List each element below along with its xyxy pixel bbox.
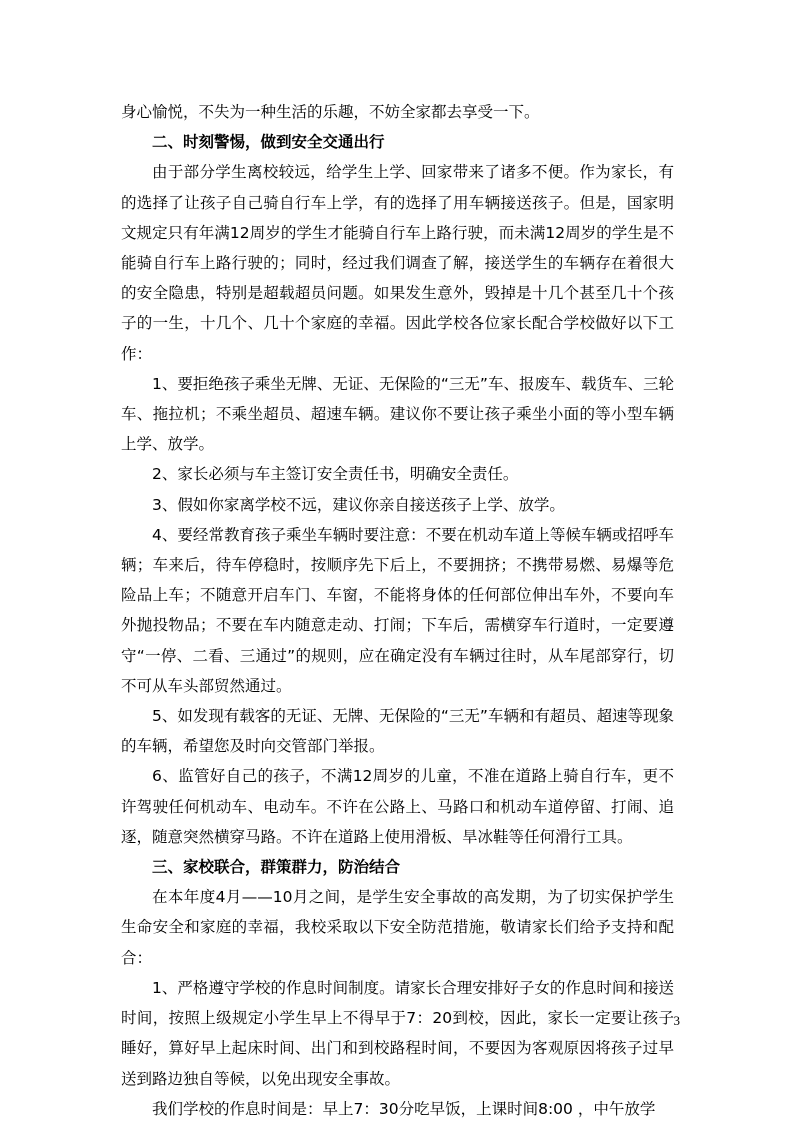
list-item-1-vehicles: 1、要拒绝孩子乘坐无牌、无证、无保险的“三无”车、报废车、载货车、三轮车、拖拉机；不乘坐超员、超速车辆。建议你不要让孩子乘坐小面的等小型车辆上学、放学。 bbox=[121, 374, 674, 454]
paragraph-traffic-intro: 由于部分学生离校较远，给学生上学、回家带来了诸多不便。作为家长，有的选择了让孩子自己骑自行车上学，有的选择了用车辆接送孩子。但是，国家明文规定只有年满12周岁的学生才能骑自行车上路行驶，而未满12周岁的学生是不能骑自行车上路行驶的；同时，经过我们调查了解，接送学生的车辆存在着很大的安全隐患，特别是超载超员问题。如果发生意外，毁掉是十几个甚至几十个孩子的一生，十几个、几十个家庭的幸福。因此学校各位家长配合学校做好以下工作： bbox=[121, 163, 674, 363]
paragraph-cooperation-intro: 在本年度4月——10月之间，是学生安全事故的高发期，为了切实保护学生生命安全和家庭的幸福，我校采取以下安全防范措施，敬请家长们给予支持和配合： bbox=[121, 888, 674, 967]
paragraph-continued: 身心愉悦，不失为一种生活的乐趣，不妨全家都去享受一下。 bbox=[121, 103, 540, 121]
list-item-4-riding-rules: 4、要经常教育孩子乘坐车辆时要注意：不要在机动车道上等候车辆或招呼车辆；车来后，待车停稳时，按顺序先下后上，不要拥挤；不携带易燃、易爆等危险品上车；不随意开启车门、车窗，不能将身体的任何部位伸出车外，不要向车外抛投物品；不要在车内随意走动、打闹；下车后，需横穿车行道时，一定要遵守“一停、二看、三通过”的规则，应在确定没有车辆过往时，从车尾部穿行，切不可从车头部贸然通过。 bbox=[121, 525, 674, 695]
paragraph-timetable: 我们学校的作息时间是：早上7：30分吃早饭，上课时间8:00 ，中午放学 bbox=[152, 1099, 656, 1118]
section-heading-traffic-safety: 二、时刻警惕，做到安全交通出行 bbox=[152, 133, 385, 152]
list-item-6-supervision: 6、监管好自己的孩子，不满12周岁的儿童，不准在道路上骑自行车，更不许驾驶任何机动车、电动车。不许在公路上、马路口和机动车道停留、打闹、追逐，随意突然横穿马路。不许在道路上使用滑板、旱冰鞋等任何滑行工具。 bbox=[121, 767, 674, 846]
list-item-2-contract: 2、家长必须与车主签订安全责任书，明确安全责任。 bbox=[152, 465, 519, 484]
list-item-5-report: 5、如发现有载客的无证、无牌、无保险的“三无”车辆和有超员、超速等现象的车辆，希望您及时向交管部门举报。 bbox=[121, 707, 674, 756]
list-item-1-schedule: 1、严格遵守学校的作息时间制度。请家长合理安排好子女的作息时间和接送时间，按照上级规定小学生早上不得早于7：20到校，因此，家长一定要让孩子睡好，算好早上起床时间、出门和到校路程时间，不要因为客观原因将孩子过早送到路边独自等候，以免出现安全事故。 bbox=[121, 978, 674, 1088]
list-item-3-pickup: 3、假如你家离学校不远，建议你亲自接送孩子上学、放学。 bbox=[152, 495, 565, 514]
section-heading-cooperation: 三、家校联合，群策群力，防治结合 bbox=[152, 858, 401, 877]
document-body bbox=[121, 97, 674, 1124]
page-number: 3 bbox=[673, 1013, 680, 1028]
